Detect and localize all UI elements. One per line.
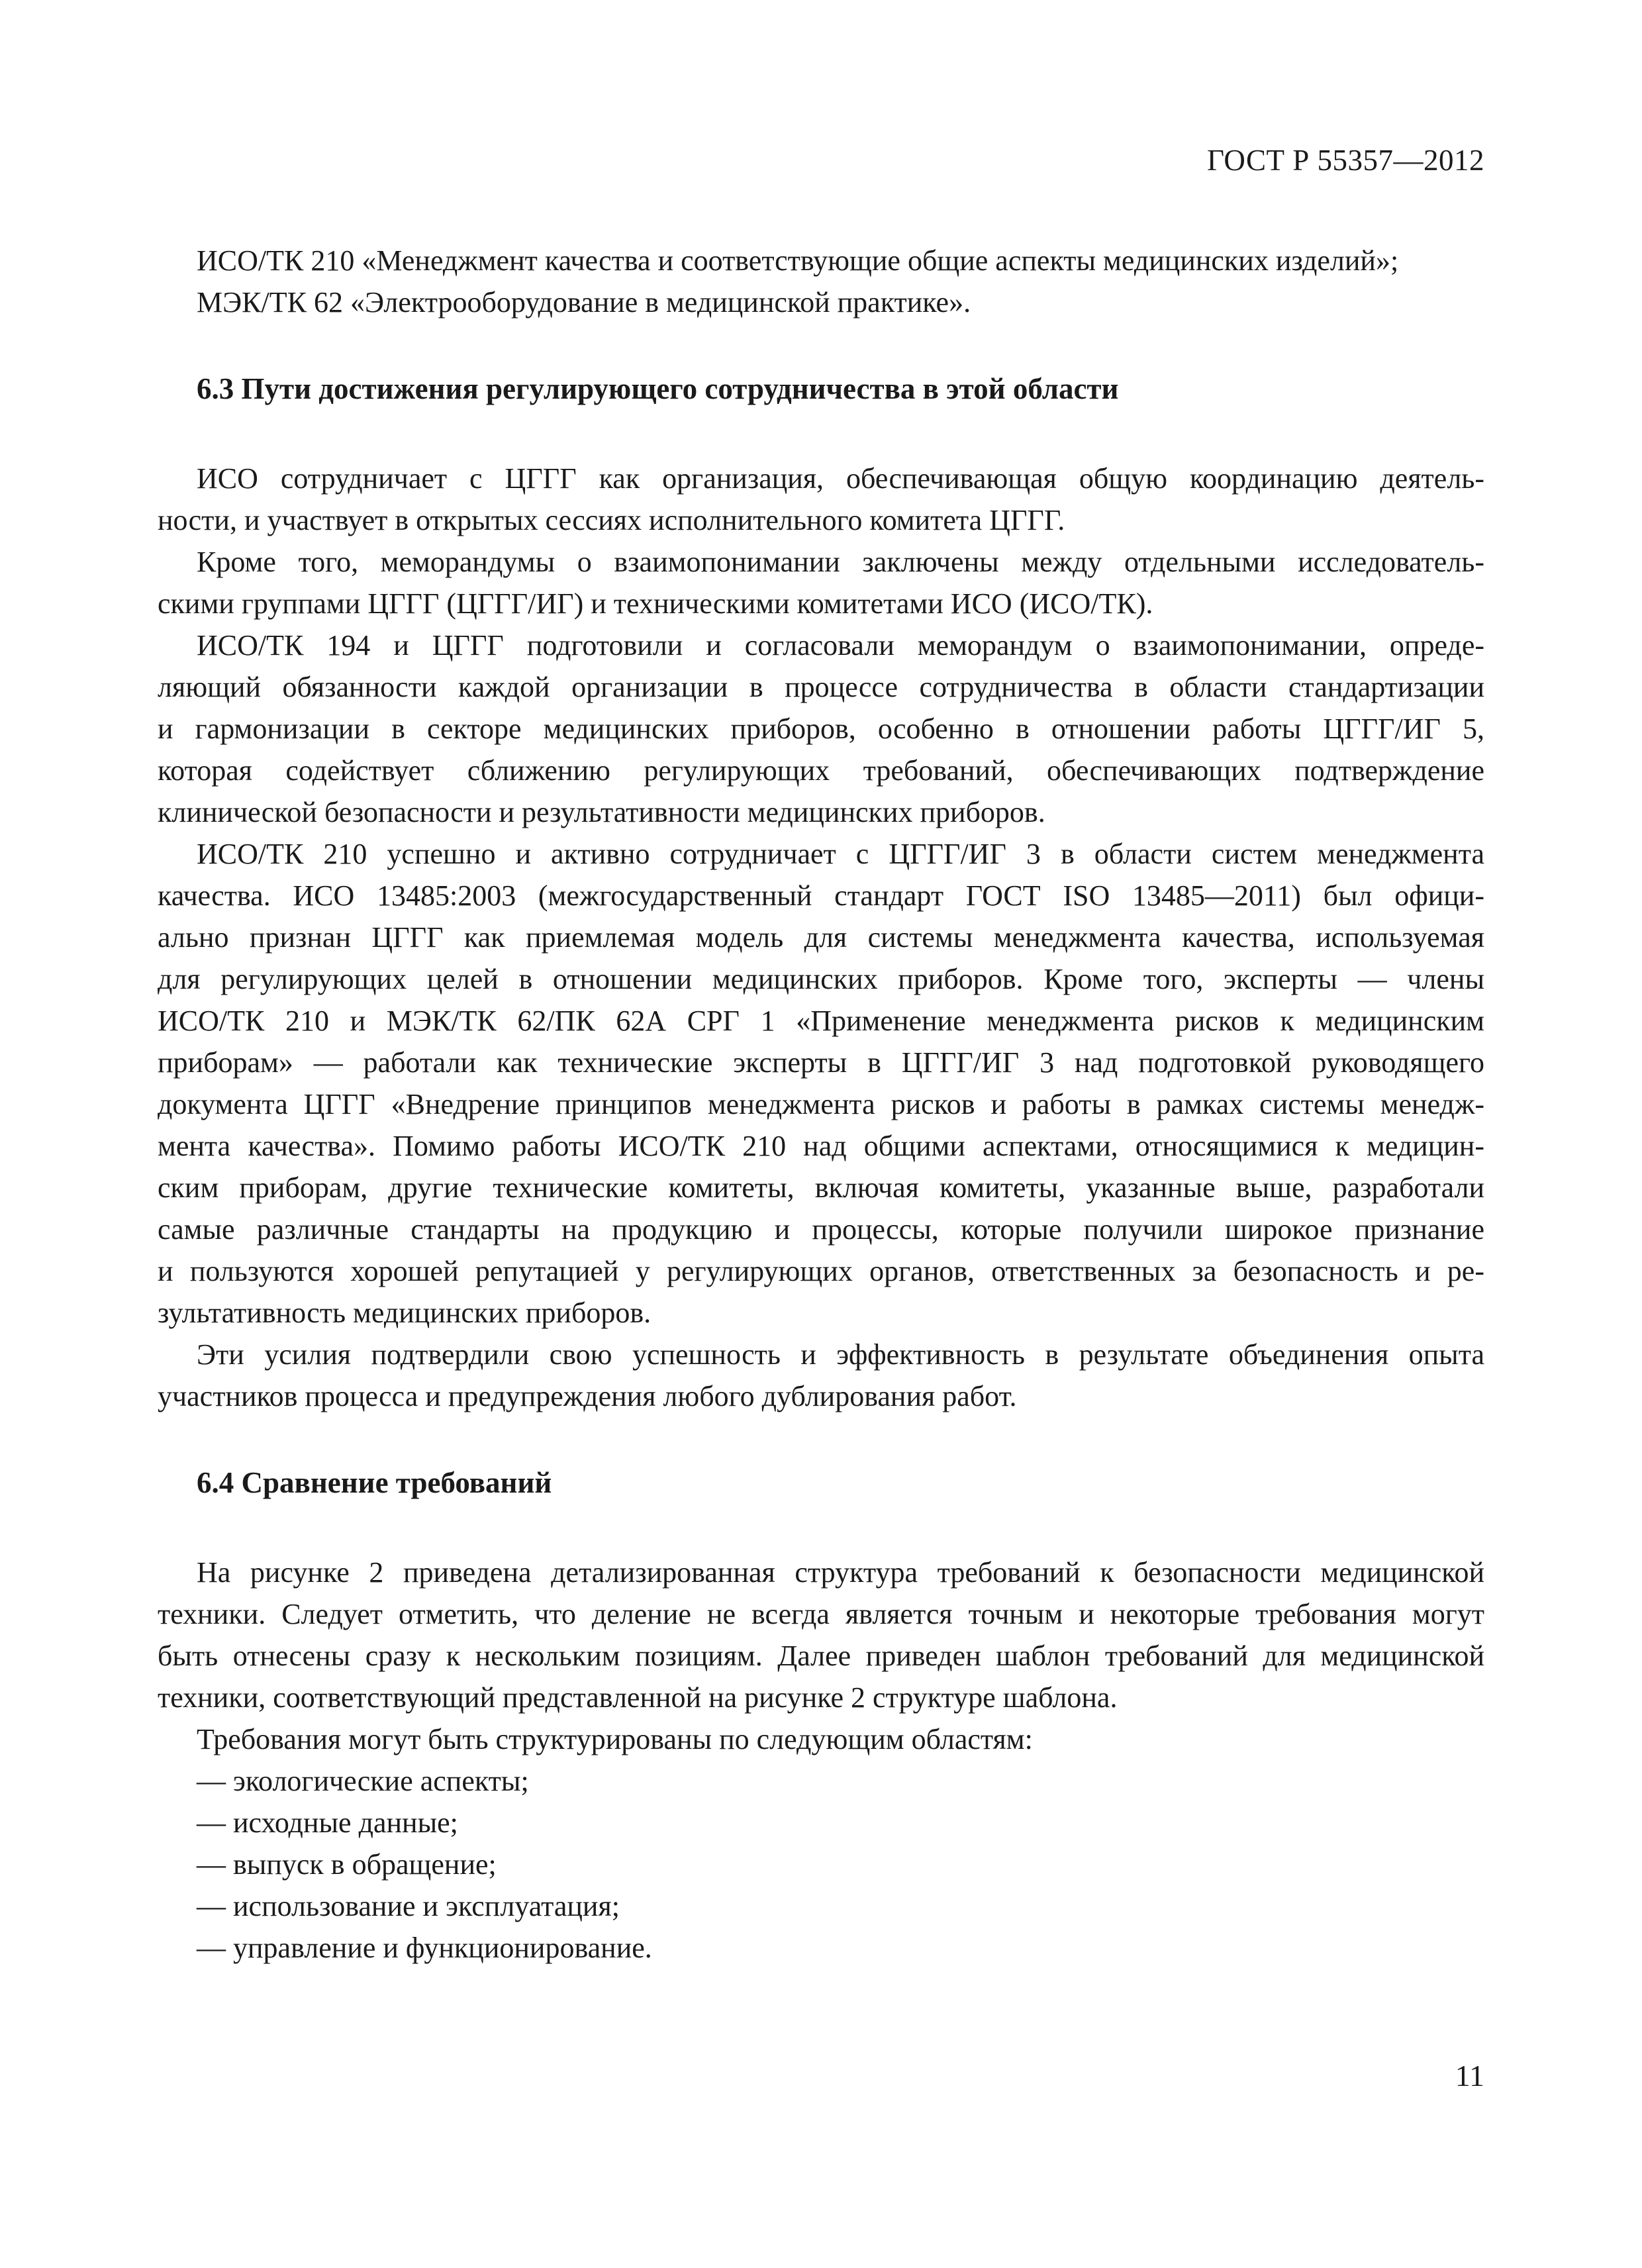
text-line: скими группами ЦГГГ (ЦГГГ/ИГ) и техническими комитетами ИСО (ИСО/ТК). xyxy=(158,587,1153,620)
text-line: Кроме того, меморандумы о взаимопонимании заключены между отдельными исследователь- xyxy=(197,546,1484,578)
text-line: Требования могут быть структурированы по следующим областям: xyxy=(197,1723,1033,1755)
text-line: клинической безопасности и результативности медицинских приборов. xyxy=(158,796,1045,828)
text-line: техники, соответствующий представленной на рисунке 2 структуре шаблона. xyxy=(158,1681,1118,1714)
text-line: и гармонизации в секторе медицинских приборов, особенно в отношении работы ЦГГГ/ИГ 5, xyxy=(158,713,1484,745)
text-line: самые различные стандарты на продукцию и процессы, которые получили широкое признание xyxy=(158,1213,1484,1246)
paragraph xyxy=(158,1552,1484,1718)
paragraph xyxy=(158,624,1484,833)
section-heading-6-3: 6.3 Пути достижения регулирующего сотрудничества в этой области xyxy=(197,372,1119,405)
section-heading-6-4: 6.4 Сравнение требований xyxy=(197,1466,552,1499)
text-line: На рисунке 2 приведена детализированная структура требований к безопасности медицинской xyxy=(197,1556,1484,1589)
text-line: которая содействует сближению регулирующих требований, обеспечивающих подтверждение xyxy=(158,754,1484,787)
text-line: документа ЦГГГ «Внедрение принципов менеджмента рисков и работы в рамках системы менедж- xyxy=(158,1088,1484,1120)
list-item: — экологические аспекты; xyxy=(197,1765,529,1797)
bullet-list xyxy=(197,1760,1484,1969)
text-line: для регулирующих целей в отношении медицинских приборов. Кроме того, эксперты — члены xyxy=(158,963,1484,995)
list-item: — использование и эксплуатация; xyxy=(197,1890,620,1922)
text-line: ИСО/ТК 210 успешно и активно сотрудничает с ЦГГГ/ИГ 3 в области систем менеджмента xyxy=(197,838,1484,870)
intro-line: ИСО/ТК 210 «Менеджмент качества и соответствующие общие аспекты медицинских изделий»; xyxy=(197,244,1399,277)
text-line: быть отнесены сразу к нескольким позициям. Далее приведен шаблон требований для медицинской xyxy=(158,1640,1484,1672)
text-line: техники. Следует отметить, что деление не всегда является точным и некоторые требования могут xyxy=(158,1598,1484,1630)
text-line: Эти усилия подтвердили свою успешность и эффективность в результате объединения опыта xyxy=(197,1338,1484,1371)
text-line: ИСО сотрудничает с ЦГГГ как организация, обеспечивающая общую координацию деятель- xyxy=(197,462,1484,495)
intro-line: МЭК/ТК 62 «Электрооборудование в медицинской практике». xyxy=(197,286,971,319)
text-line: ИСО/ТК 210 и МЭК/ТК 62/ПК 62А СРГ 1 «Применение менеджмента рисков к медицинским xyxy=(158,1005,1484,1037)
text-line: ально признан ЦГГГ как приемлемая модель для системы менеджмента качества, используемая xyxy=(158,921,1484,954)
text-line: ИСО/ТК 194 и ЦГГГ подготовили и согласовали меморандум о взаимопонимании, опреде- xyxy=(197,629,1484,662)
paragraph xyxy=(158,541,1484,624)
text-line: приборам» — работали как технические эксперты в ЦГГГ/ИГ 3 над подготовкой руководящего xyxy=(158,1046,1484,1079)
paragraph xyxy=(158,458,1484,541)
text-line: ности, и участвует в открытых сессиях исполнительного комитета ЦГГГ. xyxy=(158,504,1065,536)
text-line: зультативность медицинских приборов. xyxy=(158,1297,652,1329)
page-number: 11 xyxy=(1455,2059,1484,2093)
text-line: качества. ИСО 13485:2003 (межгосударственный стандарт ГОСТ ISO 13485—2011) был офици- xyxy=(158,879,1484,912)
text-line: и пользуются хорошей репутацией у регулирующих органов, ответственных за безопасность и ре- xyxy=(158,1255,1484,1287)
text-line: ляющий обязанности каждой организации в процессе сотрудничества в области стандартизации xyxy=(158,671,1484,703)
text-line: мента качества». Помимо работы ИСО/ТК 210 над общими аспектами, относящимися к медицин- xyxy=(158,1130,1484,1162)
paragraph xyxy=(158,833,1484,1334)
document-body xyxy=(158,240,1484,1969)
paragraph xyxy=(197,1718,1484,1760)
list-item: — выпуск в обращение; xyxy=(197,1848,497,1881)
text-line: ским приборам, другие технические комитеты, включая комитеты, указанные выше, разработали xyxy=(158,1171,1484,1204)
document-code: ГОСТ Р 55357—2012 xyxy=(1207,144,1484,177)
paragraph xyxy=(158,1334,1484,1417)
text-line: участников процесса и предупреждения любого дублирования работ. xyxy=(158,1380,1017,1412)
list-item: — исходные данные; xyxy=(197,1806,458,1839)
list-item: — управление и функционирование. xyxy=(197,1932,652,1964)
